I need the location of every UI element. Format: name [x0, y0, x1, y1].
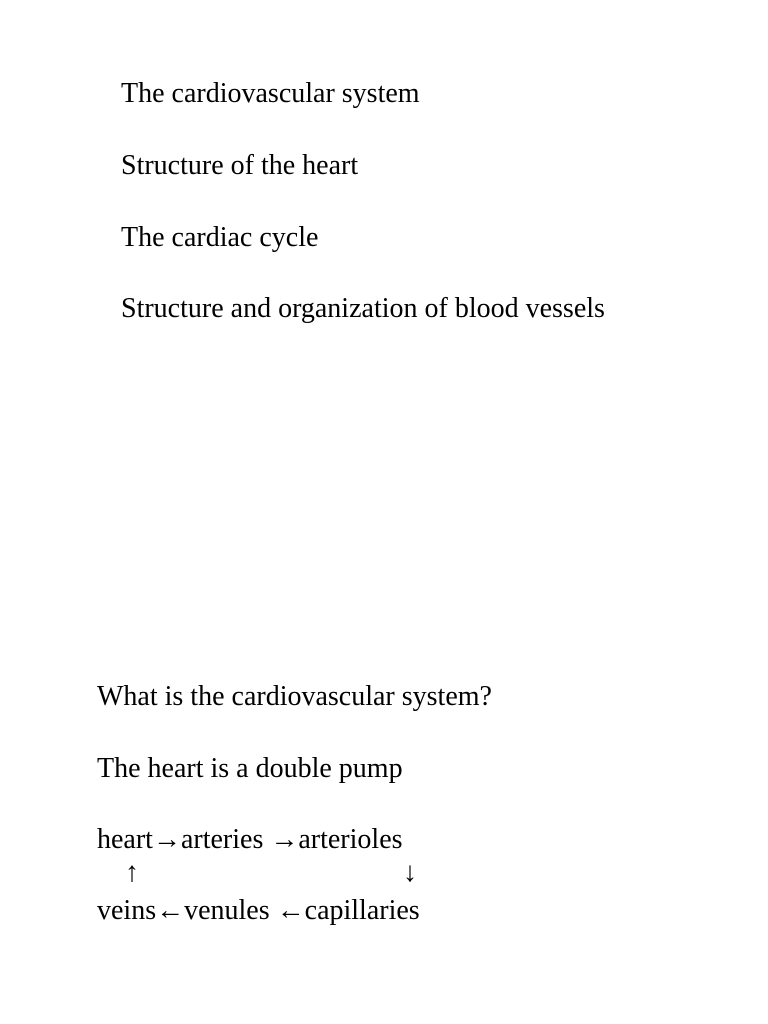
topic-line: The cardiovascular system: [121, 78, 420, 109]
topic-line: Structure and organization of blood vessels: [121, 293, 605, 324]
circulation-flow-top: heart→arteries →arterioles: [97, 824, 403, 855]
arrow-down-icon: ↓: [403, 857, 417, 888]
arrow-up-icon: ↑: [125, 857, 139, 888]
circulation-connector-arrows: [97, 859, 437, 889]
circulation-flow-bottom: veins←venules ←capillaries: [97, 895, 420, 926]
topic-line: Structure of the heart: [121, 150, 359, 181]
statement-line: The heart is a double pump: [97, 753, 403, 784]
question-line: What is the cardiovascular system?: [97, 681, 492, 712]
topic-line: The cardiac cycle: [121, 222, 319, 253]
